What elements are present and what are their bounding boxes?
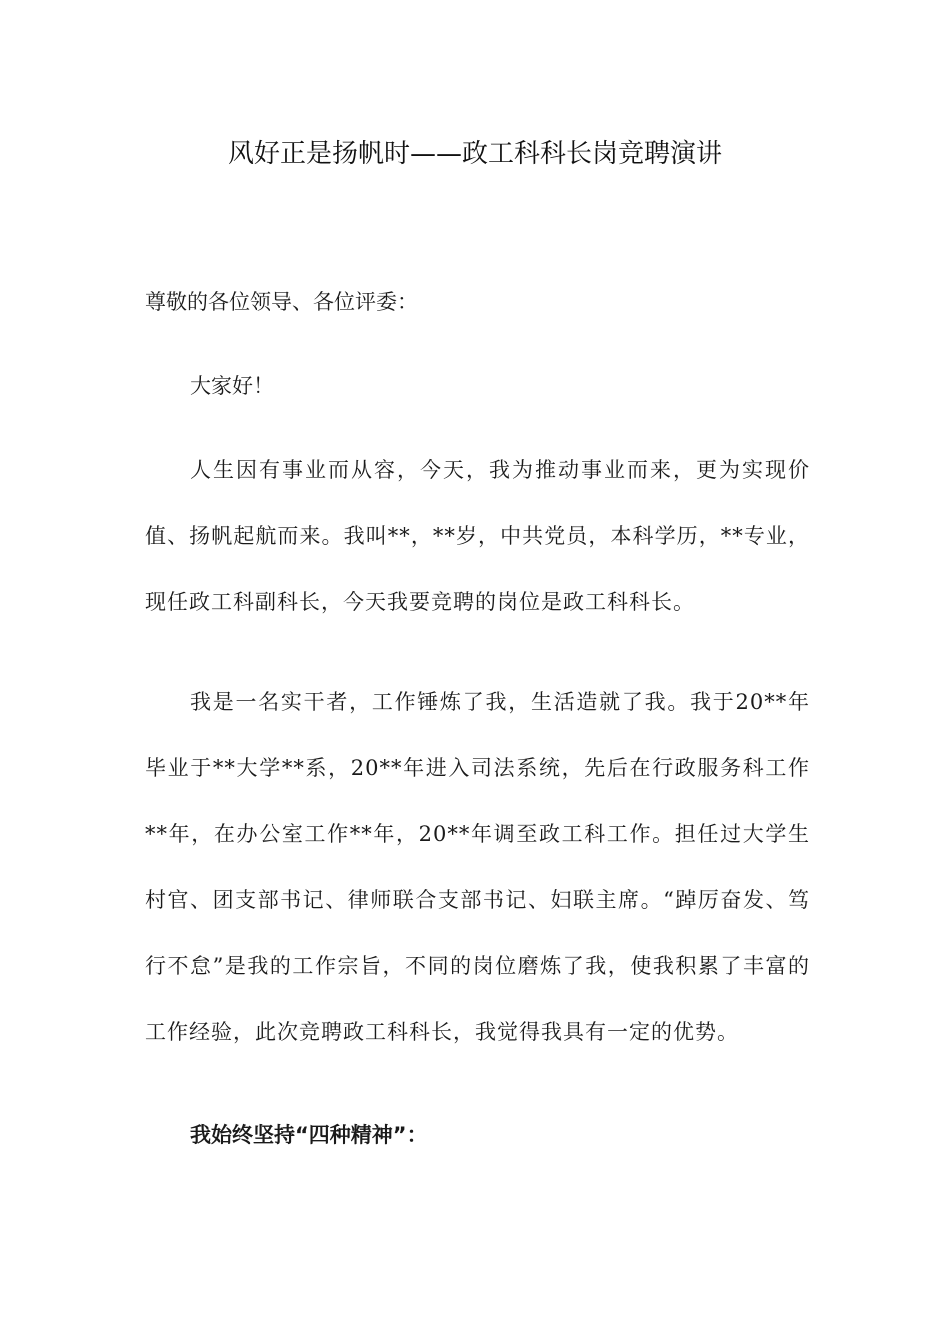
greeting: 大家好！ xyxy=(190,374,274,398)
section-heading: 我始终坚持“四种精神”： xyxy=(190,1123,428,1147)
paragraph-experience: 我是一名实干者，工作锤炼了我，生活造就了我。我于20**年毕业于**大学**系，20**年进入司法系统，先后在行政服务科工作**年，在办公室工作**年，20**年调至政工科工作。担任过大学生村官、团支部书记、律师联合支部书记、妇联主席。“踔厉奋发、笃行不怠”是我的工作宗旨，不同的岗位磨炼了我，使我积累了丰富的工作经验，此次竞聘政工科科长，我觉得我具有一定的优势。 xyxy=(145,690,810,1044)
document-title: 风好正是扬帆时——政工科科长岗竞聘演讲 xyxy=(227,139,722,169)
salutation: 尊敬的各位领导、各位评委： xyxy=(145,290,418,314)
paragraph-introduction: 人生因有事业而从容，今天，我为推动事业而来，更为实现价值、扬帆起航而来。我叫**，**岁，中共党员，本科学历，**专业，现任政工科副科长，今天我要竞聘的岗位是政工科科长。 xyxy=(145,458,810,614)
